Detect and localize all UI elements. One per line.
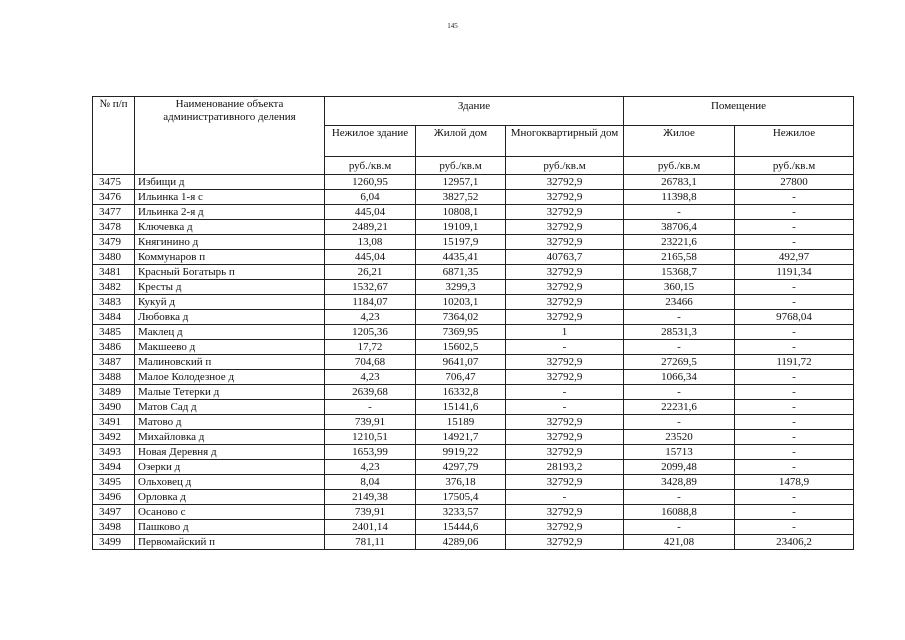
- value-apartment-building: 32792,9: [506, 475, 624, 490]
- settlement-name: Кукуй д: [135, 295, 325, 310]
- header-premises: Помещение: [624, 97, 854, 126]
- table-row: [93, 325, 854, 340]
- value-nonresidential-building: 445,04: [325, 205, 416, 220]
- value-residential-house: 15197,9: [416, 235, 506, 250]
- row-number: 3496: [93, 490, 135, 505]
- value-residential-premises: -: [624, 415, 735, 430]
- value-apartment-building: 32792,9: [506, 430, 624, 445]
- table-row: [93, 355, 854, 370]
- value-nonresidential-building: 739,91: [325, 415, 416, 430]
- header-building: Здание: [325, 97, 624, 126]
- row-number: 3493: [93, 445, 135, 460]
- value-apartment-building: 32792,9: [506, 505, 624, 520]
- value-apartment-building: 32792,9: [506, 295, 624, 310]
- table-row: [93, 220, 854, 235]
- table-row: [93, 520, 854, 535]
- value-residential-premises: 28531,3: [624, 325, 735, 340]
- value-nonresidential-premises: -: [735, 325, 854, 340]
- value-residential-house: 9641,07: [416, 355, 506, 370]
- value-residential-premises: 23466: [624, 295, 735, 310]
- value-residential-house: 3827,52: [416, 190, 506, 205]
- value-apartment-building: 32792,9: [506, 310, 624, 325]
- header-row-groups: [93, 97, 854, 126]
- value-apartment-building: 32792,9: [506, 175, 624, 190]
- value-nonresidential-building: 1210,51: [325, 430, 416, 445]
- table-row: [93, 490, 854, 505]
- table-row: [93, 175, 854, 190]
- value-nonresidential-building: 704,68: [325, 355, 416, 370]
- value-residential-house: 7364,02: [416, 310, 506, 325]
- table-row: [93, 310, 854, 325]
- value-nonresidential-building: 739,91: [325, 505, 416, 520]
- value-nonresidential-premises: -: [735, 520, 854, 535]
- table-row: [93, 475, 854, 490]
- unit-label: руб./кв.м: [735, 157, 854, 175]
- value-residential-house: 706,47: [416, 370, 506, 385]
- settlement-name: Кресты д: [135, 280, 325, 295]
- row-number: 3489: [93, 385, 135, 400]
- table-row: [93, 280, 854, 295]
- value-residential-premises: 3428,89: [624, 475, 735, 490]
- value-nonresidential-premises: -: [735, 490, 854, 505]
- row-number: 3497: [93, 505, 135, 520]
- value-nonresidential-premises: -: [735, 430, 854, 445]
- table-row: [93, 265, 854, 280]
- value-nonresidential-premises: -: [735, 445, 854, 460]
- value-nonresidential-building: 2401,14: [325, 520, 416, 535]
- value-nonresidential-premises: -: [735, 205, 854, 220]
- value-nonresidential-building: 1260,95: [325, 175, 416, 190]
- value-residential-house: 10808,1: [416, 205, 506, 220]
- settlement-name: Маклец д: [135, 325, 325, 340]
- row-number: 3483: [93, 295, 135, 310]
- value-residential-premises: 421,08: [624, 535, 735, 550]
- table-row: [93, 340, 854, 355]
- value-nonresidential-premises: 9768,04: [735, 310, 854, 325]
- value-nonresidential-premises: -: [735, 190, 854, 205]
- table-row: [93, 190, 854, 205]
- value-apartment-building: -: [506, 385, 624, 400]
- value-nonresidential-building: 1653,99: [325, 445, 416, 460]
- value-residential-premises: -: [624, 205, 735, 220]
- value-nonresidential-building: 17,72: [325, 340, 416, 355]
- value-residential-house: 14921,7: [416, 430, 506, 445]
- value-residential-house: 9919,22: [416, 445, 506, 460]
- header-col-residential-premises: Жилое: [624, 126, 735, 157]
- value-nonresidential-building: 1205,36: [325, 325, 416, 340]
- value-residential-premises: 38706,4: [624, 220, 735, 235]
- settlement-name: Избищи д: [135, 175, 325, 190]
- value-nonresidential-building: 26,21: [325, 265, 416, 280]
- settlement-name: Матово д: [135, 415, 325, 430]
- row-number: 3491: [93, 415, 135, 430]
- settlement-name: Ключевка д: [135, 220, 325, 235]
- value-residential-house: 4289,06: [416, 535, 506, 550]
- value-nonresidential-premises: 27800: [735, 175, 854, 190]
- value-residential-premises: -: [624, 490, 735, 505]
- table-row: [93, 460, 854, 475]
- value-nonresidential-premises: -: [735, 385, 854, 400]
- value-nonresidential-building: 445,04: [325, 250, 416, 265]
- header-col-nonresidential-premises: Нежилое: [735, 126, 854, 157]
- settlement-name: Новая Деревня д: [135, 445, 325, 460]
- value-residential-premises: 360,15: [624, 280, 735, 295]
- row-number: 3494: [93, 460, 135, 475]
- table-row: [93, 385, 854, 400]
- value-nonresidential-building: -: [325, 400, 416, 415]
- valuation-table: [92, 96, 854, 550]
- row-number: 3475: [93, 175, 135, 190]
- row-number: 3495: [93, 475, 135, 490]
- row-number: 3486: [93, 340, 135, 355]
- value-apartment-building: 32792,9: [506, 190, 624, 205]
- value-apartment-building: 32792,9: [506, 205, 624, 220]
- value-residential-house: 15444,6: [416, 520, 506, 535]
- value-nonresidential-building: 1532,67: [325, 280, 416, 295]
- value-nonresidential-premises: 1191,34: [735, 265, 854, 280]
- row-number: 3498: [93, 520, 135, 535]
- value-residential-premises: -: [624, 310, 735, 325]
- value-residential-premises: 2099,48: [624, 460, 735, 475]
- value-apartment-building: 32792,9: [506, 220, 624, 235]
- settlement-name: Первомайский п: [135, 535, 325, 550]
- value-residential-house: 3299,3: [416, 280, 506, 295]
- value-nonresidential-premises: -: [735, 460, 854, 475]
- settlement-name: Красный Богатырь п: [135, 265, 325, 280]
- value-residential-premises: 1066,34: [624, 370, 735, 385]
- value-apartment-building: 1: [506, 325, 624, 340]
- value-apartment-building: -: [506, 400, 624, 415]
- row-number: 3477: [93, 205, 135, 220]
- value-nonresidential-premises: -: [735, 340, 854, 355]
- value-apartment-building: 40763,7: [506, 250, 624, 265]
- value-nonresidential-building: 4,23: [325, 460, 416, 475]
- value-residential-premises: 11398,8: [624, 190, 735, 205]
- row-number: 3499: [93, 535, 135, 550]
- settlement-name: Озерки д: [135, 460, 325, 475]
- value-apartment-building: 32792,9: [506, 235, 624, 250]
- value-apartment-building: 32792,9: [506, 520, 624, 535]
- value-apartment-building: 32792,9: [506, 265, 624, 280]
- settlement-name: Малиновский п: [135, 355, 325, 370]
- row-number: 3487: [93, 355, 135, 370]
- value-residential-premises: 27269,5: [624, 355, 735, 370]
- value-residential-house: 15141,6: [416, 400, 506, 415]
- value-residential-house: 3233,57: [416, 505, 506, 520]
- value-residential-premises: 16088,8: [624, 505, 735, 520]
- value-residential-house: 376,18: [416, 475, 506, 490]
- table-body: [93, 175, 854, 550]
- settlement-name: Осаново с: [135, 505, 325, 520]
- value-nonresidential-building: 1184,07: [325, 295, 416, 310]
- value-nonresidential-building: 4,23: [325, 370, 416, 385]
- settlement-name: Орловка д: [135, 490, 325, 505]
- table-row: [93, 535, 854, 550]
- row-number: 3479: [93, 235, 135, 250]
- value-apartment-building: 32792,9: [506, 445, 624, 460]
- unit-label: руб./кв.м: [506, 157, 624, 175]
- settlement-name: Княгинино д: [135, 235, 325, 250]
- value-residential-premises: 23520: [624, 430, 735, 445]
- row-number: 3492: [93, 430, 135, 445]
- settlement-name: Макшеево д: [135, 340, 325, 355]
- header-num: № п/п: [93, 97, 135, 175]
- value-apartment-building: 32792,9: [506, 535, 624, 550]
- row-number: 3490: [93, 400, 135, 415]
- value-nonresidential-building: 2639,68: [325, 385, 416, 400]
- table-row: [93, 370, 854, 385]
- settlement-name: Коммунаров п: [135, 250, 325, 265]
- value-nonresidential-premises: -: [735, 220, 854, 235]
- table-row: [93, 430, 854, 445]
- row-number: 3482: [93, 280, 135, 295]
- table-row: [93, 505, 854, 520]
- value-nonresidential-premises: -: [735, 505, 854, 520]
- value-apartment-building: -: [506, 340, 624, 355]
- value-residential-house: 12957,1: [416, 175, 506, 190]
- value-residential-house: 4297,79: [416, 460, 506, 475]
- value-residential-premises: 2165,58: [624, 250, 735, 265]
- value-residential-house: 7369,95: [416, 325, 506, 340]
- table-row: [93, 400, 854, 415]
- row-number: 3476: [93, 190, 135, 205]
- value-nonresidential-premises: 23406,2: [735, 535, 854, 550]
- header-col-residential-house: Жилой дом: [416, 126, 506, 157]
- value-nonresidential-premises: -: [735, 370, 854, 385]
- value-residential-premises: 23221,6: [624, 235, 735, 250]
- unit-label: руб./кв.м: [416, 157, 506, 175]
- settlement-name: Малые Тетерки д: [135, 385, 325, 400]
- value-nonresidential-premises: -: [735, 280, 854, 295]
- table-row: [93, 295, 854, 310]
- row-number: 3488: [93, 370, 135, 385]
- value-apartment-building: 32792,9: [506, 370, 624, 385]
- table-row: [93, 250, 854, 265]
- value-nonresidential-premises: 492,97: [735, 250, 854, 265]
- table-row: [93, 205, 854, 220]
- value-residential-house: 15602,5: [416, 340, 506, 355]
- value-residential-house: 10203,1: [416, 295, 506, 310]
- value-residential-premises: -: [624, 385, 735, 400]
- table-row: [93, 445, 854, 460]
- header-col-apartment-building: Многоквартирный дом: [506, 126, 624, 157]
- value-residential-premises: -: [624, 520, 735, 535]
- value-nonresidential-building: 4,23: [325, 310, 416, 325]
- value-nonresidential-building: 8,04: [325, 475, 416, 490]
- settlement-name: Пашково д: [135, 520, 325, 535]
- row-number: 3484: [93, 310, 135, 325]
- page-number: 145: [447, 22, 458, 30]
- value-residential-premises: -: [624, 340, 735, 355]
- value-nonresidential-premises: -: [735, 400, 854, 415]
- value-residential-house: 17505,4: [416, 490, 506, 505]
- value-nonresidential-building: 781,11: [325, 535, 416, 550]
- value-nonresidential-building: 2149,38: [325, 490, 416, 505]
- value-residential-premises: 15368,7: [624, 265, 735, 280]
- settlement-name: Ильинка 2-я д: [135, 205, 325, 220]
- row-number: 3478: [93, 220, 135, 235]
- value-residential-premises: 22231,6: [624, 400, 735, 415]
- settlement-name: Любовка д: [135, 310, 325, 325]
- unit-label: руб./кв.м: [325, 157, 416, 175]
- value-residential-premises: 15713: [624, 445, 735, 460]
- header-name: Наименование объекта административного деления: [135, 97, 325, 175]
- value-apartment-building: -: [506, 490, 624, 505]
- settlement-name: Михайловка д: [135, 430, 325, 445]
- value-nonresidential-building: 6,04: [325, 190, 416, 205]
- value-apartment-building: 32792,9: [506, 355, 624, 370]
- settlement-name: Малое Колодезное д: [135, 370, 325, 385]
- value-residential-house: 19109,1: [416, 220, 506, 235]
- value-apartment-building: 32792,9: [506, 280, 624, 295]
- value-residential-house: 6871,35: [416, 265, 506, 280]
- value-nonresidential-building: 13,08: [325, 235, 416, 250]
- value-nonresidential-premises: -: [735, 295, 854, 310]
- value-nonresidential-premises: 1191,72: [735, 355, 854, 370]
- row-number: 3485: [93, 325, 135, 340]
- table-row: [93, 415, 854, 430]
- value-apartment-building: 32792,9: [506, 415, 624, 430]
- value-residential-premises: 26783,1: [624, 175, 735, 190]
- settlement-name: Ольховец д: [135, 475, 325, 490]
- value-residential-house: 4435,41: [416, 250, 506, 265]
- value-residential-house: 16332,8: [416, 385, 506, 400]
- value-nonresidential-premises: -: [735, 235, 854, 250]
- value-nonresidential-premises: 1478,9: [735, 475, 854, 490]
- value-nonresidential-premises: -: [735, 415, 854, 430]
- header-col-nonresidential-building: Нежилое здание: [325, 126, 416, 157]
- row-number: 3480: [93, 250, 135, 265]
- value-residential-house: 15189: [416, 415, 506, 430]
- value-apartment-building: 28193,2: [506, 460, 624, 475]
- unit-label: руб./кв.м: [624, 157, 735, 175]
- settlement-name: Ильинка 1-я с: [135, 190, 325, 205]
- value-nonresidential-building: 2489,21: [325, 220, 416, 235]
- table-row: [93, 235, 854, 250]
- row-number: 3481: [93, 265, 135, 280]
- settlement-name: Матов Сад д: [135, 400, 325, 415]
